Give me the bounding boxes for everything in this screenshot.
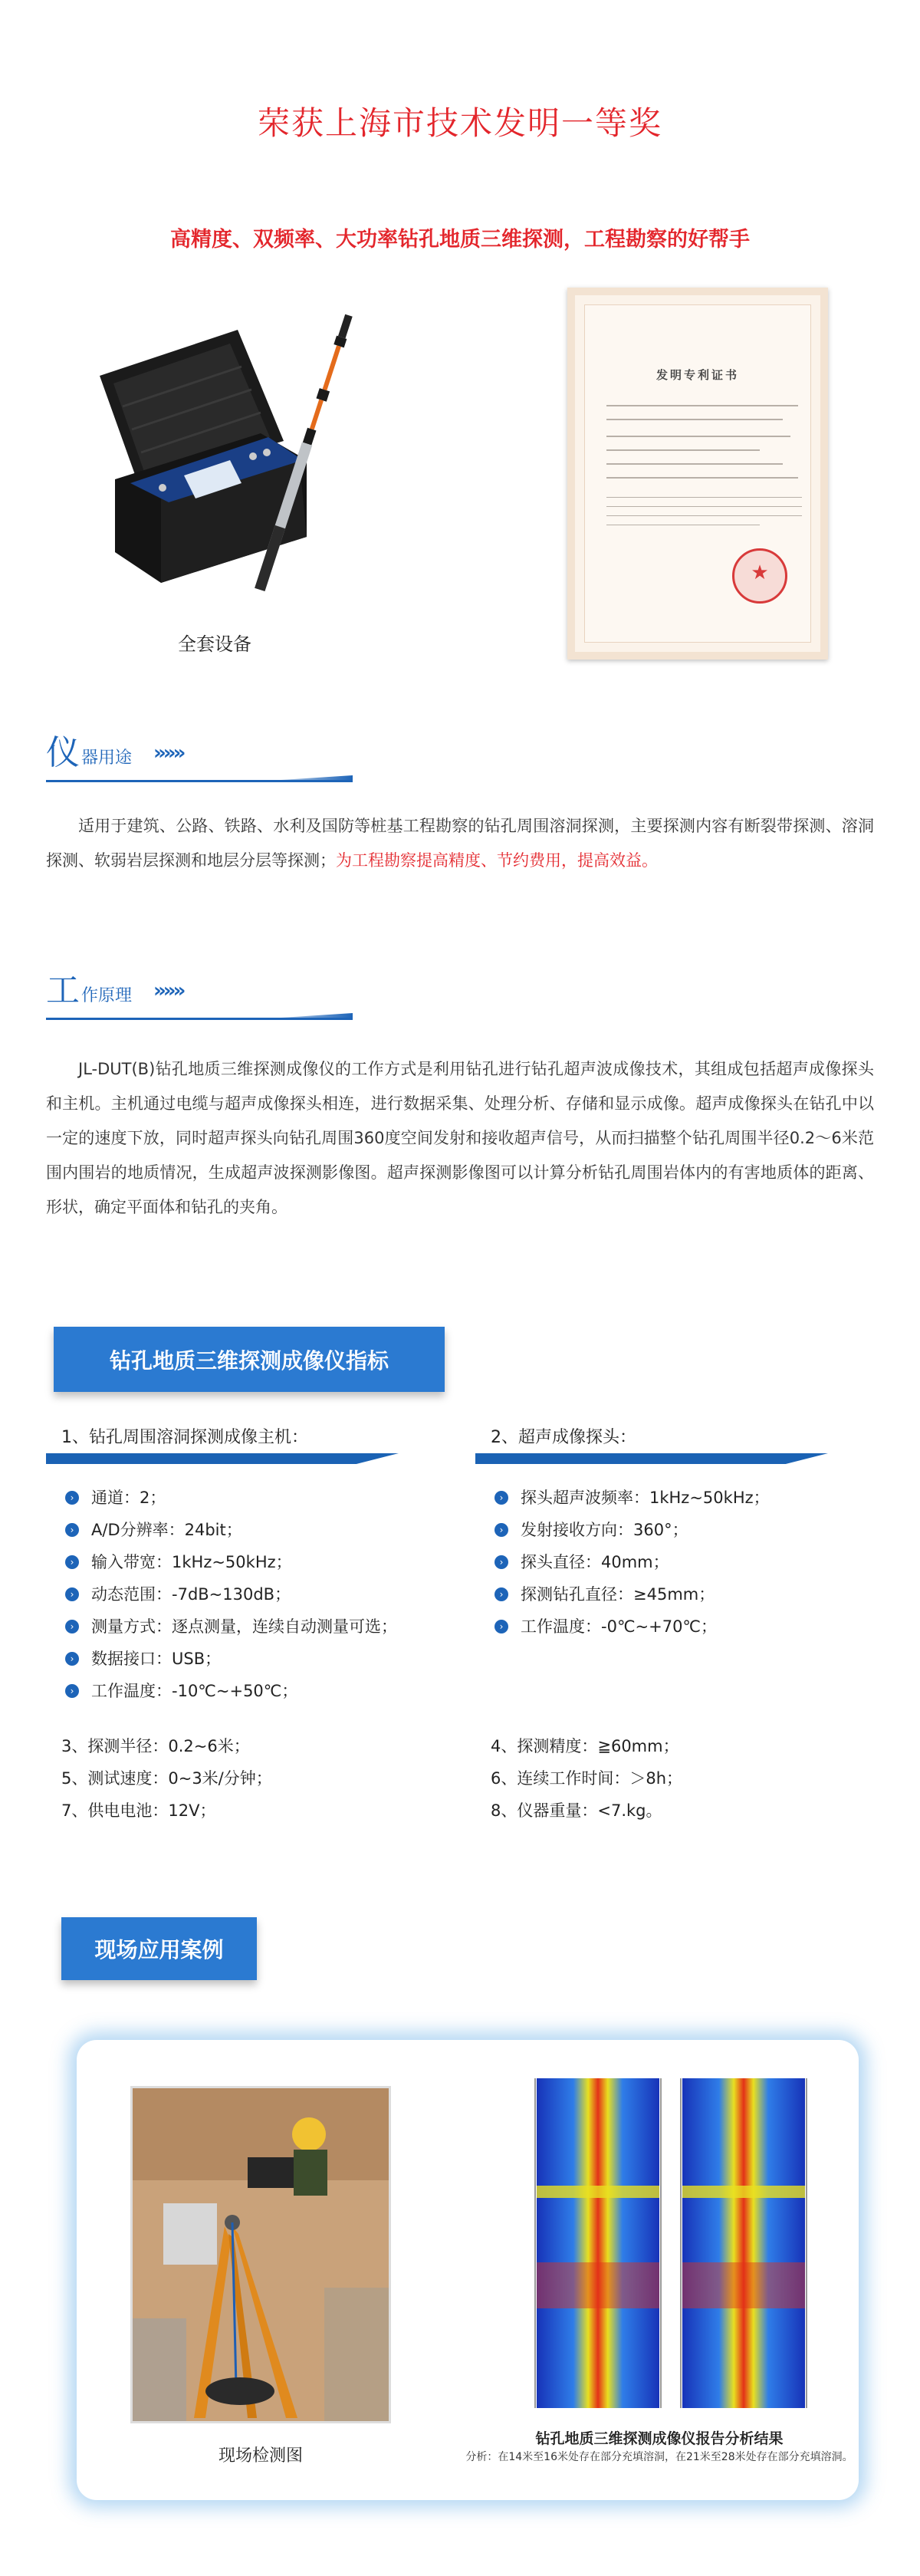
extra-specs-left: 3、探测半径：0.2~6米； 5、测试速度：0~3米/分钟； 7、供电电池：12V；	[61, 1737, 272, 1820]
list-item: › 测量方式：逐点测量，连续自动测量可选；	[65, 1610, 464, 1643]
list-item: › 工作温度：-10℃~+50℃；	[65, 1675, 464, 1707]
field-photo	[130, 2086, 391, 2423]
list-item: › 探头超声波频率：1kHz~50kHz；	[495, 1482, 878, 1514]
scan-image	[514, 2071, 836, 2420]
patent-certificate	[567, 288, 828, 660]
bullet-icon: ›	[495, 1555, 508, 1569]
bullet-icon: ›	[495, 1620, 508, 1633]
usage-heading: 仪 器用途 »»»	[46, 725, 368, 794]
bullet-icon: ›	[495, 1587, 508, 1601]
list-item: › 动态范围：-7dB~130dB；	[65, 1578, 464, 1610]
bullet-icon: ›	[65, 1620, 79, 1633]
bullet-icon: ›	[65, 1652, 79, 1666]
scan-note: 分析：在14米至16米处存在部分充填溶洞，在21米至28米处存在部分充填溶洞。	[465, 2451, 853, 2463]
list-item: › 探头直径：40mm；	[495, 1546, 878, 1578]
principle-text: JL-DUT(B)钻孔地质三维探测成像仪的工作方式是利用钻孔进行钻孔超声波成像技术，其组成包括超声成像探头和主机。主机通过电缆与超声成像探头相连，进行数据采集、处理分析、存储和显示成像。超声成像探头在钻孔中以一定的速度下放，同时超声探头向钻孔周围360度空间发射和接收超声信号，从而扫描整个钻孔周围半径0.2～6米范围内围岩的地质情况，生成超声波探测影像图。超声探测影像图可以计算分析钻孔周围岩体内的有害地质体的距离、形状，确定平面体和钻孔的夹角。	[46, 1060, 874, 1216]
bullet-icon: ›	[65, 1684, 79, 1698]
extra-specs-right: 4、探测精度：≧60mm； 6、连续工作时间：＞8h； 8、仪器重量：<7.kg。	[491, 1737, 683, 1820]
photo-caption: 现场检测图	[218, 2446, 303, 2466]
host-heading: 1、钻孔周围溶洞探测成像主机：	[61, 1428, 308, 1447]
specs-banner: 钻孔地质三维探测成像仪指标	[54, 1327, 445, 1392]
list-item: › 通道：2；	[65, 1482, 464, 1514]
scan-caption: 钻孔地质三维探测成像仪报告分析结果	[535, 2430, 784, 2447]
list-item: › 输入带宽：1kHz~50kHz；	[65, 1546, 464, 1578]
usage-highlight: 为工程勘察提高精度、节约费用，提高效益。	[336, 851, 658, 870]
bullet-icon: ›	[65, 1523, 79, 1537]
bullet-icon: ›	[495, 1523, 508, 1537]
list-item: › 数据接口：USB；	[65, 1643, 464, 1675]
bullet-icon: ›	[65, 1555, 79, 1569]
chevrons-icon: »»»	[153, 979, 183, 1002]
seal-icon	[732, 548, 787, 604]
usage-text: 适用于建筑、公路、铁路、水利及国防等桩基工程勘察的钻孔周围溶洞探测，主要探测内容有断裂带探测、溶洞探测、软弱岩层探测和地层分层等探测；为工程勘察提高精度、节约费用，提高效益。	[46, 817, 874, 870]
host-spec-list	[65, 1482, 464, 1707]
list-item: › 探测钻孔直径：≥45mm；	[495, 1578, 878, 1610]
list-item: › 发射接收方向：360°；	[495, 1514, 878, 1546]
certificate-title: 发明专利证书	[656, 368, 739, 382]
equipment-caption: 全套设备	[178, 633, 251, 655]
probe-heading-bar	[475, 1453, 828, 1464]
cases-banner: 现场应用案例	[61, 1917, 257, 1980]
page-subtitle: 高精度、双频率、大功率钻孔地质三维探测，工程勘察的好帮手	[170, 228, 750, 252]
bullet-icon: ›	[65, 1491, 79, 1505]
chevrons-icon: »»»	[153, 742, 183, 765]
bullet-icon: ›	[65, 1587, 79, 1601]
host-heading-bar	[46, 1453, 399, 1464]
probe-heading: 2、超声成像探头：	[491, 1428, 636, 1447]
list-item: › 工作温度：-0℃~+70℃；	[495, 1610, 878, 1643]
page-title: 荣获上海市技术发明一等奖	[257, 104, 662, 142]
probe-spec-list	[495, 1482, 878, 1643]
bullet-icon: ›	[495, 1491, 508, 1505]
list-item: › A/D分辨率：24bit；	[65, 1514, 464, 1546]
equipment-image	[77, 307, 353, 614]
principle-heading: 工 作原理 »»»	[46, 962, 368, 1031]
